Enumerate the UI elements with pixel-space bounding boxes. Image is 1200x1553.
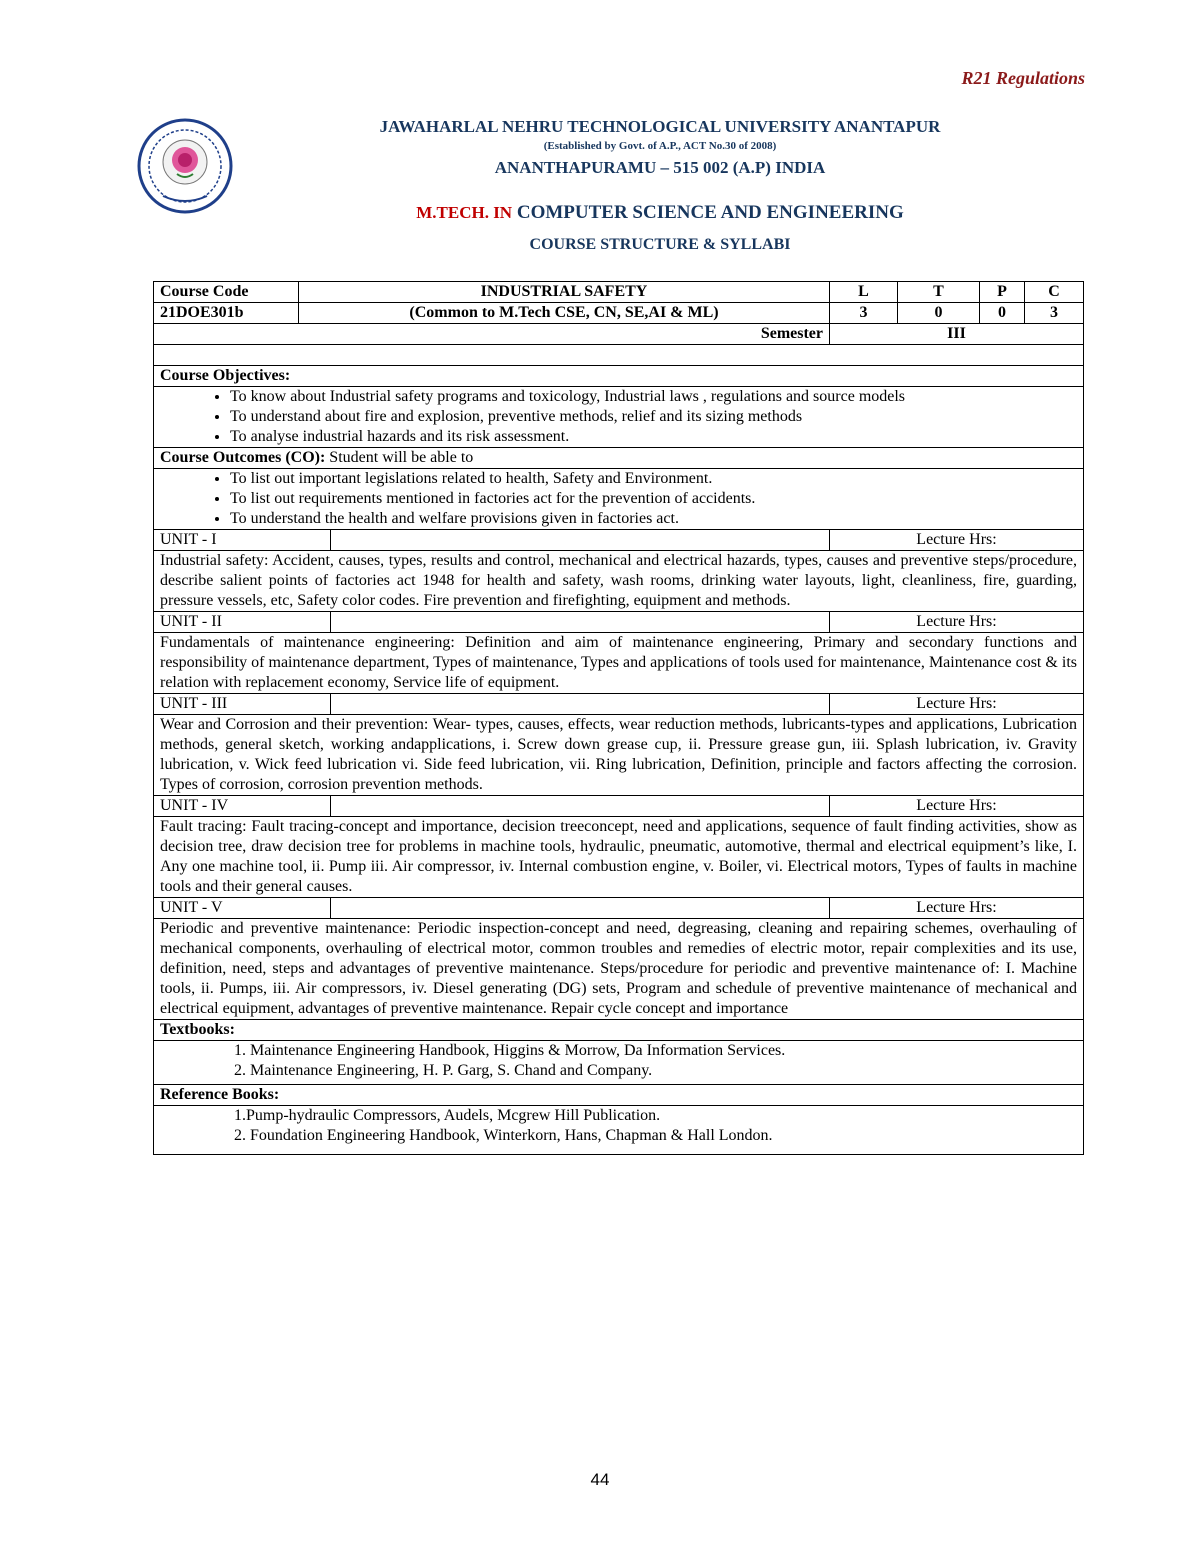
textbooks-heading: Textbooks: bbox=[154, 1020, 1084, 1041]
spacer-row bbox=[154, 345, 1084, 366]
regulations-label: R21 Regulations bbox=[961, 68, 1085, 88]
outcomes-list bbox=[160, 469, 1077, 529]
ltpc-value-l: 3 bbox=[830, 303, 898, 324]
unit-3-content: Wear and Corrosion and their prevention: Wear- types, causes, effects, wear reduction methods, lubricants-types and applications, Lubrication methods, general sketch, working andapplications, i. Screw down grease cup, ii. Pressure grease gun, iii. Splash lubrication, iv. Gravity lubrication, v. Wick feed lubrication vi. Side feed lubrication, vii. Ring lubrication, Definition, principle and factors affecting the corrosion. Types of corrosion, corrosion prevention methods. bbox=[154, 715, 1084, 796]
ltpc-value-c: 3 bbox=[1025, 303, 1084, 324]
unit-2-title bbox=[331, 612, 830, 633]
objectives-cell bbox=[154, 387, 1084, 448]
course-common-to: (Common to M.Tech CSE, CN, SE,AI & ML) bbox=[299, 303, 830, 324]
page-number: 44 bbox=[590, 1470, 610, 1489]
semester-label: Semester bbox=[154, 324, 830, 345]
unit-3-title bbox=[331, 694, 830, 715]
unit-5-lecture-hrs: Lecture Hrs: bbox=[830, 898, 1084, 919]
objective-item: • To understand about fire and explosion, preventive methods, relief and its sizing methods bbox=[230, 407, 1077, 427]
unit-4-lecture-hrs: Lecture Hrs: bbox=[830, 796, 1084, 817]
unit-2-label: UNIT - II bbox=[154, 612, 331, 633]
references-cell bbox=[154, 1106, 1084, 1155]
outcomes-intro: Student will be able to bbox=[325, 449, 474, 466]
outcome-item: • To understand the health and welfare provisions given in factories act. bbox=[230, 509, 1077, 529]
reference-item: 1.Pump-hydraulic Compressors, Audels, Mcgrew Hill Publication. bbox=[234, 1107, 661, 1124]
university-city: ANANTHAPURAMU – 515 002 (A.P) INDIA bbox=[494, 158, 826, 177]
program-prefix: M.TECH. IN bbox=[416, 203, 513, 222]
unit-1-content: Industrial safety: Accident, causes, types, results and control, mechanical and electrical hazards, types, causes and preventive steps/procedure, describe salient points of factories act 1948 for health and safety, wash rooms, drinking water layouts, light, cleanliness, fire, guarding, pressure vessels, etc, Safety color codes. Fire prevention and firefighting, equipment and methods. bbox=[154, 551, 1084, 612]
outcomes-cell bbox=[154, 469, 1084, 530]
objective-item: • To analyse industrial hazards and its risk assessment. bbox=[230, 427, 1077, 447]
course-structure-title: COURSE STRUCTURE & SYLLABI bbox=[529, 236, 791, 253]
university-established: (Established by Govt. of A.P., ACT No.30 of 2008) bbox=[543, 140, 777, 152]
ltpc-header-t: T bbox=[898, 282, 980, 303]
unit-2-lecture-hrs: Lecture Hrs: bbox=[830, 612, 1084, 633]
university-logo-icon bbox=[137, 118, 233, 214]
unit-4-label: UNIT - IV bbox=[154, 796, 331, 817]
unit-5-title bbox=[331, 898, 830, 919]
unit-1-title bbox=[331, 530, 830, 551]
university-name: JAWAHARLAL NEHRU TECHNOLOGICAL UNIVERSITY ANANTAPUR bbox=[379, 117, 941, 136]
course-code: 21DOE301b bbox=[154, 303, 299, 324]
unit-3-label: UNIT - III bbox=[154, 694, 331, 715]
course-code-label: Course Code bbox=[154, 282, 299, 303]
ltpc-value-p: 0 bbox=[980, 303, 1025, 324]
program-name: COMPUTER SCIENCE AND ENGINEERING bbox=[516, 202, 904, 223]
unit-4-title bbox=[331, 796, 830, 817]
outcome-item: • To list out requirements mentioned in factories act for the prevention of accidents. bbox=[230, 489, 1077, 509]
ltpc-header-c: C bbox=[1025, 282, 1084, 303]
course-title: INDUSTRIAL SAFETY bbox=[299, 282, 830, 303]
outcomes-heading-cell bbox=[154, 448, 1084, 469]
reference-item: 2. Foundation Engineering Handbook, Winterkorn, Hans, Chapman & Hall London. bbox=[234, 1127, 773, 1144]
objectives-list bbox=[160, 387, 1077, 447]
unit-1-label: UNIT - I bbox=[154, 530, 331, 551]
unit-5-content: Periodic and preventive maintenance: Periodic inspection-concept and need, degreasing, cleaning and repairing schemes, overhauling of mechanical components, overhauling of electrical motor, common troubles and remedies of electric motor, repair complexities and its use, definition, need, steps and advantages of preventive maintenance. Steps/procedure for periodic and preventive maintenance of: I. Machine tools, ii. Pumps, iii. Air compressors, iv. Diesel generating (DG) sets, Program and schedule of preventive maintenance of mechanical and electrical equipment, advantages of preventive maintenance. Repair cycle concept and importance bbox=[154, 919, 1084, 1020]
semester-value: III bbox=[830, 324, 1084, 345]
textbooks-list bbox=[160, 1041, 1077, 1081]
outcomes-heading: Course Outcomes (CO): bbox=[160, 449, 326, 466]
references-list bbox=[160, 1106, 1077, 1146]
unit-5-label: UNIT - V bbox=[154, 898, 331, 919]
unit-1-lecture-hrs: Lecture Hrs: bbox=[830, 530, 1084, 551]
objective-item: • To know about Industrial safety programs and toxicology, Industrial laws , regulations and source models bbox=[230, 387, 1077, 407]
unit-2-content: Fundamentals of maintenance engineering: Definition and aim of maintenance engineering, Primary and secondary functions and responsibility of maintenance department, Types of maintenance, Types and applications of tools used for maintenance, Maintenance cost & its relation with replacement economy, Service life of equipment. bbox=[154, 633, 1084, 694]
textbook-item: 1. Maintenance Engineering Handbook, Higgins & Morrow, Da Information Services. bbox=[234, 1042, 786, 1059]
syllabus-table bbox=[153, 281, 1084, 1155]
unit-4-content: Fault tracing: Fault tracing-concept and importance, decision treeconcept, need and applications, sequence of fault finding activities, show as decision tree, draw decision tree for problems in machine tools, hydraulic, pneumatic, automotive, thermal and electrical equipment’s like, I. Any one machine tool, ii. Pump iii. Air compressor, iv. Internal combustion engine, v. Boiler, vi. Electrical motors, Types of faults in machine tools and their general causes. bbox=[154, 817, 1084, 898]
ltpc-header-p: P bbox=[980, 282, 1025, 303]
unit-3-lecture-hrs: Lecture Hrs: bbox=[830, 694, 1084, 715]
references-heading: Reference Books: bbox=[154, 1085, 1084, 1106]
textbooks-cell bbox=[154, 1041, 1084, 1085]
textbook-item: 2. Maintenance Engineering, H. P. Garg, S. Chand and Company. bbox=[234, 1062, 653, 1079]
outcome-item: • To list out important legislations related to health, Safety and Environment. bbox=[230, 469, 1077, 489]
ltpc-header-l: L bbox=[830, 282, 898, 303]
program-title bbox=[240, 202, 1080, 224]
objectives-heading: Course Objectives: bbox=[154, 366, 1084, 387]
ltpc-value-t: 0 bbox=[898, 303, 980, 324]
